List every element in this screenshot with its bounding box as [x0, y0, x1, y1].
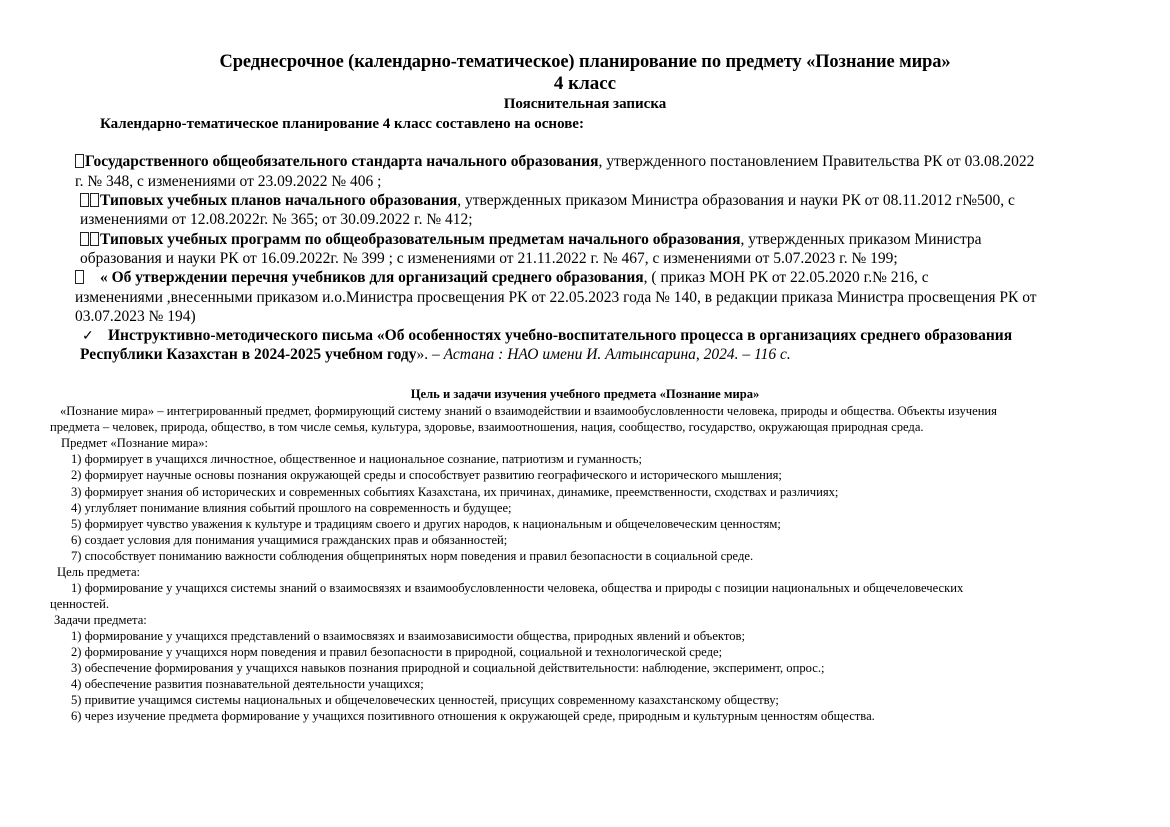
- document-title: Среднесрочное (календарно-тематическое) планирование по предмету «Познание мира»: [219, 51, 951, 72]
- intro-line-1: «Познание мира» – интегрированный предмет, формирующий систему знаний о взаимодействии и взаимообусловленности человека, природы и общества. Объекты изучения: [60, 404, 997, 418]
- basis-item-5: [82, 326, 1012, 347]
- basis-item-text: , утвержденных приказом Министра образования и науки РК от 08.11.2012 г№500, с: [457, 192, 1015, 209]
- subject-item: 6) создает условия для понимания учащимися гражданских прав и обязанностей;: [71, 533, 508, 547]
- basis-item-1: [75, 152, 1034, 172]
- bullet-box-icon: [90, 193, 99, 207]
- basis-item-text: , утвержденных приказом Министра: [740, 231, 982, 248]
- basis-item-2-cont: изменениями от 12.08.2022г. № 365; от 30.09.2022 г. № 412;: [80, 211, 473, 228]
- basis-item-4: [75, 268, 929, 288]
- basis-item-3: [80, 230, 982, 250]
- basis-item-4-cont: изменениями ,внесенными приказом и.о.Министра просвещения РК от 22.05.2023 года № 140, в редакции приказа Министра просвещения РК от: [75, 289, 1037, 306]
- basis-item-text: ».: [416, 346, 432, 363]
- subject-label: Предмет «Познание мира»:: [61, 436, 209, 450]
- checkmark-icon: ✓: [82, 329, 94, 344]
- task-item: 5) привитие учащимся системы национальных и общечеловеческих ценностей, присущих современному казахстанскому обществу;: [71, 693, 779, 707]
- bullet-box-icon: [75, 154, 84, 168]
- basis-item-text: , ( приказ МОН РК от 22.05.2020 г.№ 216, с: [643, 269, 929, 286]
- basis-item-1-cont: г. № 348, с изменениями от 23.09.2022 № 406 ;: [75, 173, 382, 190]
- grade-heading: 4 класс: [553, 73, 617, 94]
- basis-item-bold: Государственного общеобязательного стандарта начального образования: [85, 153, 599, 170]
- basis-item-text: , утвержденного постановлением Правительства РК от 03.08.2022: [598, 153, 1035, 170]
- bullet-box-icon: [80, 232, 89, 246]
- basis-item-4-cont2: 03.07.2023 № 194): [75, 308, 196, 325]
- basis-item-bold: Типовых учебных программ по общеобразовательным предметам начального образования: [100, 231, 741, 248]
- goal-line-2: ценностей.: [50, 597, 109, 611]
- task-item: 2) формирование у учащихся норм поведения и правил безопасности в природной, социальной и технологической среде;: [71, 645, 723, 659]
- basis-item-bold: Республики Казахстан в 2024-2025 учебном году: [80, 346, 417, 363]
- subject-item: 7) способствует пониманию важности соблюдения общепринятых норм поведения и правил безопасности в социальной среде.: [71, 549, 754, 563]
- basis-item-bold: Инструктивно-методического письма «Об особенностях учебно-воспитательного процесса в организациях среднего образования: [108, 327, 1013, 344]
- basis-item-3-cont: образования и науки РК от 16.09.2022г. № 399 ; с изменениями от 21.11.2022 г. № 467, с изменениями от 5.07.2023 г. № 199;: [80, 250, 898, 267]
- basis-item-bold: « Об утверждении перечня учебников для организаций среднего образования: [100, 269, 644, 286]
- citation-text: – Астана : НАО имени И. Алтынсарина, 2024. – 116 с.: [432, 346, 791, 363]
- subject-item: 5) формирует чувство уважения к культуре и традициям своего и других народов, к национальным и общечеловеческим ценностям;: [71, 517, 781, 531]
- subject-item: 3) формирует знания об исторических и современных событиях Казахстана, их причинах, динамике, преемственности, сходствах и различиях;: [71, 485, 839, 499]
- basis-item-bold: Типовых учебных планов начального образования: [100, 192, 458, 209]
- goal-line-1: 1) формирование у учащихся системы знаний о взаимосвязях и взаимообусловленности человека, общества и природы с позиции национальных и общечеловеческих: [71, 581, 964, 595]
- task-item: 3) обеспечение формирования у учащихся навыков познания природной и социальной действительности: наблюдение, эксперимент, опрос.;: [71, 661, 825, 675]
- bullet-box-icon: [80, 193, 89, 207]
- bullet-box-icon: [75, 270, 84, 284]
- explanatory-note-heading: Пояснительная записка: [503, 96, 667, 112]
- tasks-label: Задачи предмета:: [54, 613, 147, 627]
- bullet-box-icon: [90, 232, 99, 246]
- task-item: 1) формирование у учащихся представлений о взаимосвязях и взаимозависимости общества, природных явлений и объектов;: [71, 629, 745, 643]
- subject-item: 2) формирует научные основы познания окружающей среды и способствует развитию географического и исторического мышления;: [71, 468, 782, 482]
- subject-item: 1) формирует в учащихся личностное, общественное и национальное сознание, патриотизм и гуманность;: [71, 452, 643, 466]
- intro-line-2: предмета – человек, природа, общество, в том числе семья, культура, здоровье, взаимоотношения, нация, сообщество, государство, окружающая природная среда.: [50, 420, 924, 434]
- subject-item: 4) углубляет понимание влияния событий прошлого на современность и будущее;: [71, 501, 512, 515]
- task-item: 4) обеспечение развития познавательной деятельности учащихся;: [71, 677, 424, 691]
- goals-section-title: Цель и задачи изучения учебного предмета «Познание мира»: [410, 387, 760, 401]
- goal-label: Цель предмета:: [57, 565, 141, 579]
- basis-item-2: [80, 191, 1015, 211]
- basis-item-5-cont: [80, 345, 791, 365]
- task-item: 6) через изучение предмета формирование у учащихся позитивного отношения к окружающей среде, природным и культурным ценностям общества.: [71, 709, 875, 723]
- basis-intro: Календарно-тематическое планирование 4 класс составлено на основе:: [100, 116, 584, 132]
